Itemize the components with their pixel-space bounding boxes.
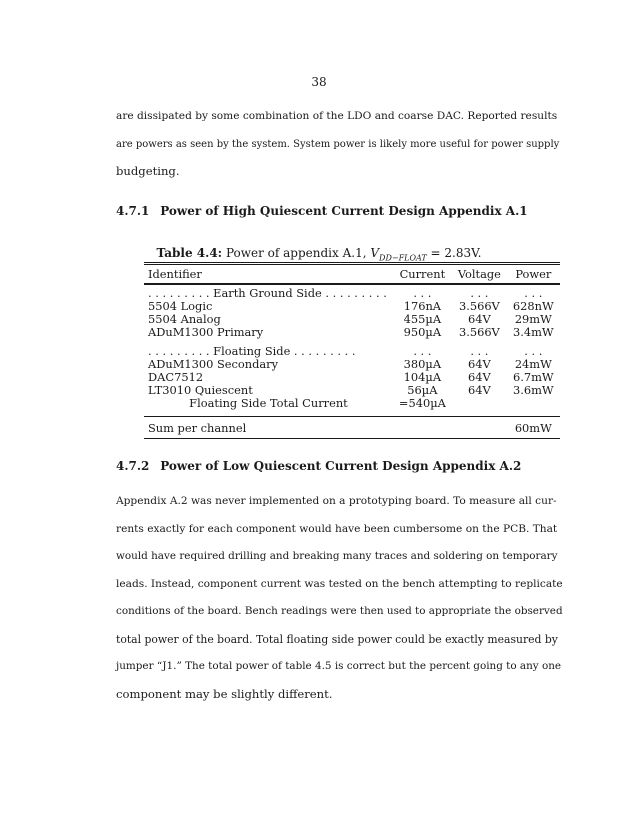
intro-paragraph bbox=[116, 103, 564, 186]
body-line: conditions of the board. Bench readings were then used to appropriate the observed bbox=[116, 605, 563, 617]
table-row bbox=[144, 284, 560, 300]
table-cell: . . . bbox=[524, 286, 543, 300]
table-cell: 628nW bbox=[512, 299, 554, 313]
body-line: component may be slightly different. bbox=[116, 686, 333, 701]
table-cell: 380µA bbox=[403, 357, 442, 371]
section-heading-4-7-2 bbox=[116, 459, 521, 473]
table-caption bbox=[0, 246, 638, 262]
table-cell: . . . bbox=[524, 344, 543, 358]
table-cell: ADuM1300 Primary bbox=[148, 325, 264, 339]
table-cell: 3.4mW bbox=[513, 325, 554, 339]
table-cell: ADuM1300 Secondary bbox=[148, 357, 279, 371]
table-row bbox=[144, 326, 560, 339]
table-row-sum bbox=[144, 417, 560, 439]
page-number: 38 bbox=[311, 75, 327, 89]
section-title: Power of Low Quiescent Current Design Appendix A.2 bbox=[160, 459, 522, 473]
table-cell: 64V bbox=[468, 383, 491, 397]
body-line: total power of the board. Total floating side power could be exactly measured by bbox=[116, 632, 558, 646]
intro-line: budgeting. bbox=[116, 164, 180, 178]
body-paragraph bbox=[116, 488, 564, 708]
table-cell-empty bbox=[452, 417, 507, 439]
table-caption-label: Table 4.4: bbox=[156, 246, 223, 260]
table-cell: LT3010 Quiescent bbox=[148, 383, 253, 397]
table-cell: 6.7mW bbox=[513, 370, 554, 384]
table-cell: 950µA bbox=[403, 325, 442, 339]
table-cell: DAC7512 bbox=[148, 370, 204, 384]
table-cell: 3.566V bbox=[458, 299, 500, 313]
table-cell-empty bbox=[452, 397, 507, 410]
table-cell: . . . bbox=[470, 344, 489, 358]
body-line: would have required drilling and breaking many traces and soldering on temporary bbox=[116, 550, 558, 562]
section-heading-4-7-1 bbox=[116, 204, 528, 218]
group-label-floating: . . . . . . . . . Floating Side . . . . . . . . . bbox=[148, 344, 356, 358]
sum-value: 60mW bbox=[507, 417, 560, 439]
group-label-earth: . . . . . . . . . Earth Ground Side . . . . . . . . . bbox=[148, 286, 387, 300]
table-cell: . . . bbox=[413, 286, 432, 300]
intro-line: are dissipated by some combination of the LDO and coarse DAC. Reported results bbox=[116, 110, 558, 122]
table-cell: 29mW bbox=[514, 312, 552, 326]
table-cell: 64V bbox=[468, 312, 491, 326]
table-cell: 64V bbox=[468, 357, 491, 371]
table-cell: 56µA bbox=[407, 383, 438, 397]
table-caption-text: Power of appendix A.1, bbox=[225, 246, 367, 260]
table-cell: 176nA bbox=[403, 299, 442, 313]
body-line: Appendix A.2 was never implemented on a prototyping board. To measure all cur- bbox=[116, 495, 557, 507]
header-identifier: Identifier bbox=[144, 264, 393, 285]
section-number: 4.7.1 bbox=[116, 204, 150, 218]
table-caption-subscript: DD−FLOAT bbox=[379, 253, 427, 263]
table-cell: 3.566V bbox=[458, 325, 500, 339]
table-row-total bbox=[144, 397, 560, 410]
table-cell: 104µA bbox=[403, 370, 442, 384]
header-voltage: Voltage bbox=[452, 264, 507, 285]
body-line: jumper “J1.” The total power of table 4.5 is correct but the percent going to any one bbox=[116, 660, 562, 672]
total-label: Floating Side Total Current bbox=[189, 396, 348, 410]
table-cell: 3.6mW bbox=[513, 383, 554, 397]
section-title: Power of High Quiescent Current Design Appendix A.1 bbox=[160, 204, 528, 218]
table-cell: 5504 Analog bbox=[148, 312, 221, 326]
table-cell: 64V bbox=[468, 370, 491, 384]
header-power: Power bbox=[507, 264, 560, 285]
table-cell: 5504 Logic bbox=[148, 299, 213, 313]
body-line: rents exactly for each component would have been cumbersome on the PCB. That bbox=[116, 522, 558, 535]
table-cell-empty bbox=[507, 397, 560, 410]
table-cell-empty bbox=[393, 417, 452, 439]
intro-line: are powers as seen by the system. System power is likely more useful for power supply bbox=[116, 138, 560, 150]
table-cell: 24mW bbox=[514, 357, 552, 371]
power-table bbox=[144, 262, 560, 439]
table-cell: . . . bbox=[413, 344, 432, 358]
body-line: leads. Instead, component current was tested on the bench attempting to replicate bbox=[116, 577, 563, 590]
table-caption-equation: = 2.83V. bbox=[430, 246, 482, 260]
section-number: 4.7.2 bbox=[116, 459, 150, 473]
total-value: =540µA bbox=[398, 396, 446, 410]
table-row bbox=[144, 358, 560, 371]
header-current: Current bbox=[393, 264, 452, 285]
table-cell: 455µA bbox=[403, 312, 442, 326]
table-caption-variable: V bbox=[370, 246, 380, 260]
sum-label: Sum per channel bbox=[144, 417, 393, 439]
table-cell: . . . bbox=[470, 286, 489, 300]
table-header-row bbox=[144, 264, 560, 285]
